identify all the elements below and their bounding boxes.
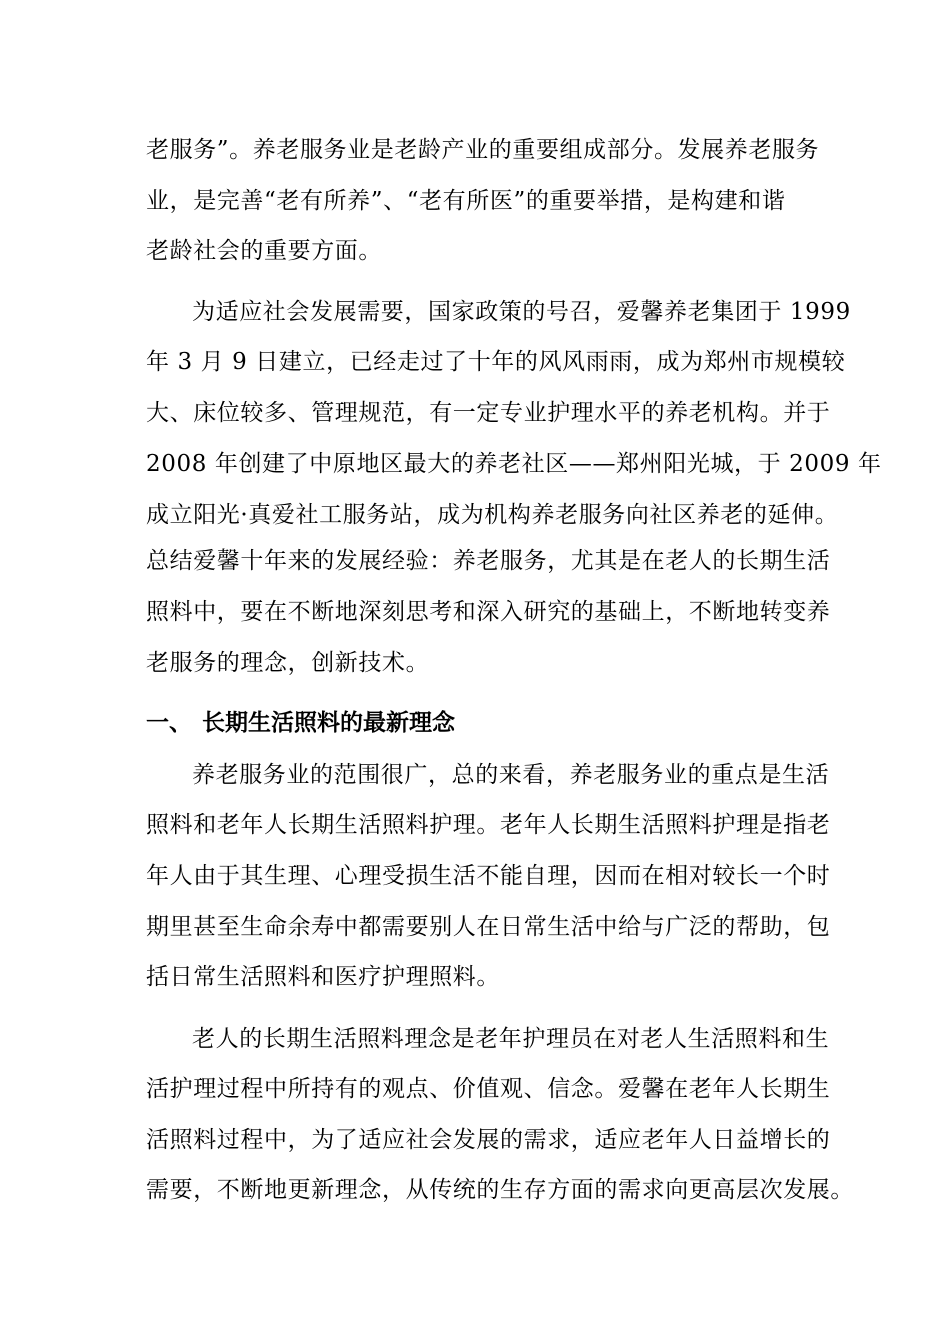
paragraph-1-line-1: 老服务”。养老服务业是老龄产业的重要组成部分。发展养老服务 [146,137,820,163]
paragraph-2-line-1: 为适应社会发展需要，国家政策的号召，爱馨养老集团于 1999 [192,299,851,325]
paragraph-4-line-2: 活护理过程中所持有的观点、价值观、信念。爱馨在老年人长期生 [146,1076,831,1102]
paragraph-2-line-6: 总结爱馨十年来的发展经验：养老服务，尤其是在老人的长期生活 [146,548,831,574]
paragraph-3-line-3: 年人由于其生理、心理受损生活不能自理，因而在相对较长一个时 [146,863,831,889]
paragraph-2-line-2: 年 3 月 9 日建立，已经走过了十年的风风雨雨，成为郑州市规模较 [146,349,846,375]
paragraph-1-line-3: 老龄社会的重要方面。 [146,238,382,264]
paragraph-2-line-8: 老服务的理念，创新技术。 [146,650,430,676]
paragraph-2-line-4: 2008 年创建了中原地区最大的养老社区——郑州阳光城，于 2009 年 [146,451,882,477]
paragraph-2-line-7: 照料中，要在不断地深刻思考和深入研究的基础上，不断地转变养 [146,599,831,625]
section-heading-number: 一、 [146,710,192,736]
paragraph-3-line-2: 照料和老年人长期生活照料护理。老年人长期生活照料护理是指老 [146,812,831,838]
paragraph-4-line-4: 需要，不断地更新理念，从传统的生存方面的需求向更高层次发展。 [146,1177,854,1203]
paragraph-1-line-2: 业，是完善“老有所养”、“老有所医”的重要举措，是构建和谐 [146,188,786,214]
paragraph-4-line-3: 活照料过程中，为了适应社会发展的需求，适应老年人日益增长的 [146,1127,831,1153]
paragraph-4-line-1: 老人的长期生活照料理念是老年护理员在对老人生活照料和生 [192,1026,830,1052]
paragraph-2-line-3: 大、床位较多、管理规范，有一定专业护理水平的养老机构。并于 [146,400,831,426]
paragraph-3-line-5: 括日常生活照料和医疗护理照料。 [146,964,500,990]
paragraph-2-line-5: 成立阳光·真爱社工服务站，成为机构养老服务向社区养老的延伸。 [146,502,839,528]
paragraph-3-line-1: 养老服务业的范围很广，总的来看，养老服务业的重点是生活 [192,762,830,788]
section-heading-title: 长期生活照料的最新理念 [202,710,455,736]
paragraph-3-line-4: 期里甚至生命余寿中都需要别人在日常生活中给与广泛的帮助，包 [146,914,831,940]
